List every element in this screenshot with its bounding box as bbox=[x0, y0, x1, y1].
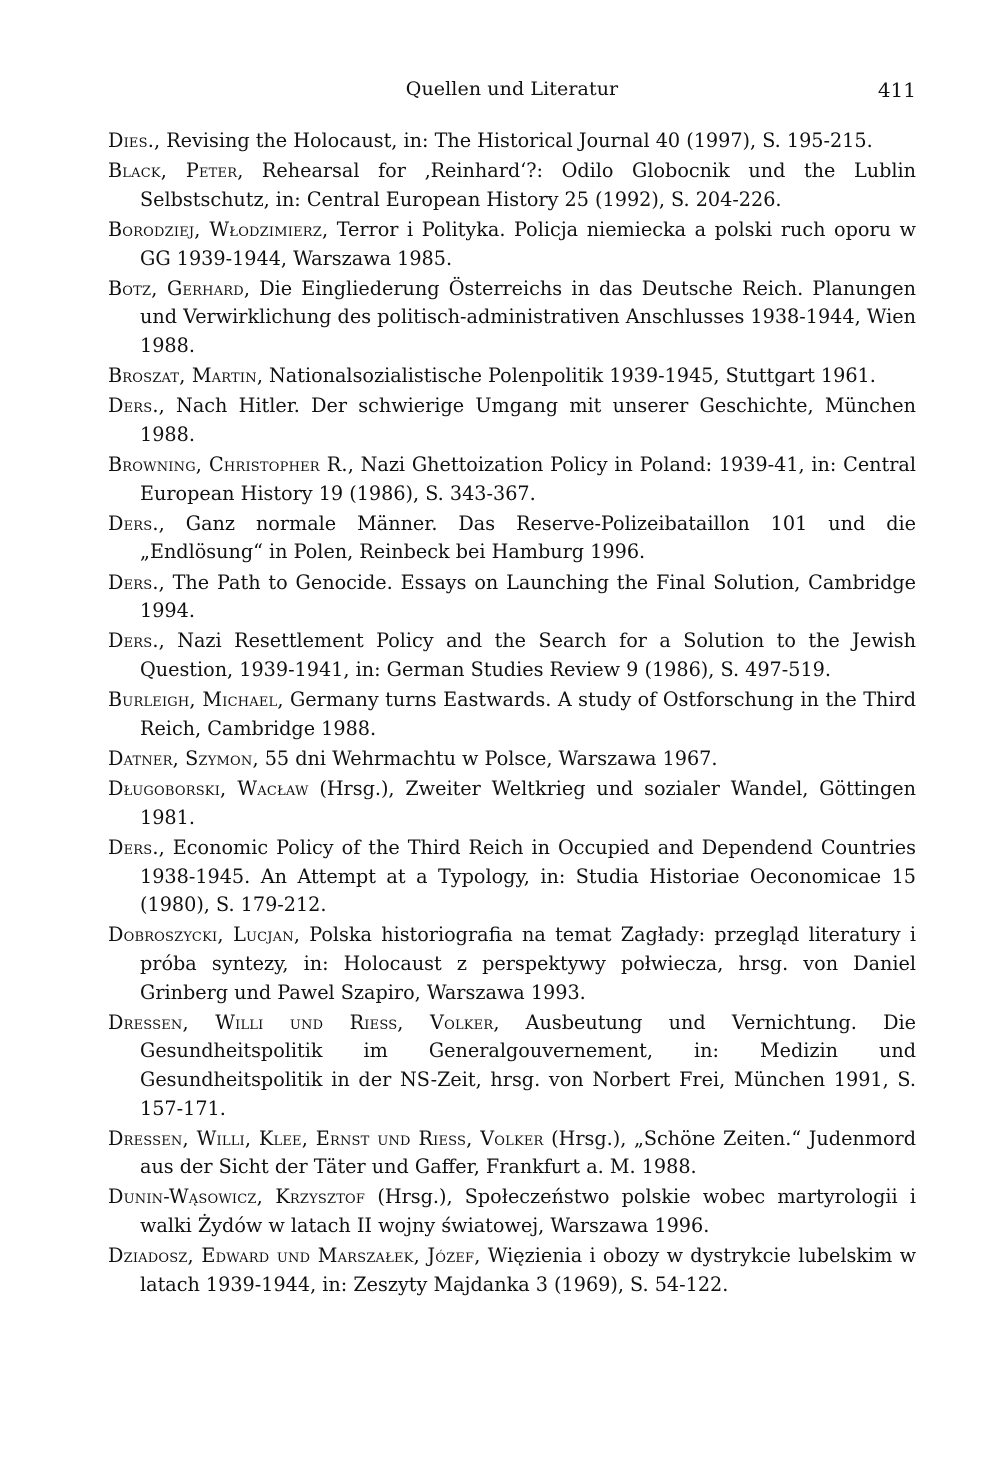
entry-text: , Terror i Polityka. Policja niemiecka a polski ruch oporu w GG 1939-1944, Warszawa 1985. bbox=[140, 217, 916, 270]
running-title: Quellen und Literatur bbox=[405, 78, 619, 100]
bibliography-entry bbox=[108, 362, 916, 391]
page-number: 411 bbox=[877, 78, 916, 102]
entry-text: , The Path to Genocide. Essays on Launching the Final Solution, Cambridge 1994. bbox=[140, 570, 916, 623]
entry-author: Ders. bbox=[108, 511, 159, 535]
entry-author: Dressen, Willi, Klee, Ernst und Riess, Volker bbox=[108, 1126, 544, 1150]
bibliography-entry bbox=[108, 127, 916, 156]
bibliography-entry bbox=[108, 569, 916, 626]
entry-text: , Nazi Ghettoization Policy in Poland: 1939-41, in: Central European History 19 (1986), S. 343-367. bbox=[140, 453, 916, 505]
entry-text: (Hrsg.), Społeczeństwo polskie wobec martyrologii i walki Żydów w latach II wojny światowej, Warszawa 1996. bbox=[140, 1185, 916, 1238]
entry-text: , Ausbeutung und Vernichtung. Die Gesundheitspolitik im Generalgouvernement, in: Medizin und Gesundheitspolitik in der NS-Zeit, hrsg. von Norbert Frei, München 1991, S. 157-171. bbox=[140, 1010, 916, 1120]
bibliography-entry bbox=[108, 921, 916, 1007]
entry-author: Browning, Christopher R. bbox=[108, 453, 348, 477]
entry-author: Botz, Gerhard bbox=[108, 276, 244, 300]
entry-text: , Nazi Resettlement Policy and the Search for a Solution to the Jewish Question, 1939-1941, in: German Studies Review 9 (1986), S. 497-519. bbox=[140, 629, 916, 682]
entry-text: , Nach Hitler. Der schwierige Umgang mit unserer Geschichte, München 1988. bbox=[140, 394, 916, 446]
entry-text: , Nationalsozialistische Polenpolitik 1939-1945, Stuttgart 1961. bbox=[256, 364, 876, 388]
entry-text: , Więzienia i obozy w dystrykcie lubelskim w latach 1939-1944, in: Zeszyty Majdanka 3 (1969), S. 54-122. bbox=[140, 1244, 917, 1296]
entry-author: Black, Peter bbox=[108, 159, 238, 183]
bibliography-entry bbox=[108, 1125, 916, 1182]
entry-text: , Polska historiografia na temat Zagłady: przegląd literatury i próba syntezy, in: Holocaust z perspektywy połwiecza, hrsg. von Daniel Grinberg und Pawel Szapiro, Warszawa 1993. bbox=[140, 923, 916, 1004]
bibliography-entry bbox=[108, 775, 916, 832]
bibliography-entry bbox=[108, 1242, 916, 1299]
entry-author: Burleigh, Michael bbox=[108, 688, 278, 712]
entry-author: Dressen, Willi und Riess, Volker bbox=[108, 1010, 494, 1034]
entry-author: Dunin-Wąsowicz, Krzysztof bbox=[108, 1185, 366, 1209]
entry-text: , Die Eingliederung Österreichs in das Deutsche Reich. Planungen und Verwirklichung des politisch-administrativen Anschlusses 1938-1944, Wien 1988. bbox=[140, 276, 916, 357]
entry-text: , 55 dni Wehrmachtu w Polsce, Warszawa 1967. bbox=[252, 747, 718, 770]
entry-author: Ders. bbox=[108, 835, 159, 859]
bibliography-entry bbox=[108, 510, 916, 567]
bibliography-entry bbox=[108, 216, 916, 273]
entry-text: , Rehearsal for ‚Reinhard‘?: Odilo Globocnik und the Lublin Selbstschutz, in: Central European History 25 (1992), S. 204-226. bbox=[140, 159, 916, 211]
bibliography-entry bbox=[108, 627, 916, 684]
bibliography-entry bbox=[108, 686, 916, 743]
page-header bbox=[108, 78, 916, 112]
entry-author: Ders. bbox=[108, 629, 159, 653]
bibliography-entry bbox=[108, 1009, 916, 1123]
entry-author: Dies. bbox=[108, 129, 155, 152]
entry-text: , Ganz normale Männer. Das Reserve-Polizeibataillon 101 und die „Endlösung“ in Polen, Reinbeck bei Hamburg 1996. bbox=[140, 511, 916, 564]
bibliography-entry bbox=[108, 1183, 916, 1240]
entry-text: , Germany turns Eastwards. A study of Ostforschung in the Third Reich, Cambridge 1988. bbox=[140, 688, 917, 740]
entry-author: Dobroszycki, Lucjan bbox=[108, 923, 294, 947]
bibliography-entry bbox=[108, 745, 916, 774]
bibliography-entry bbox=[108, 275, 916, 361]
bibliography-entry bbox=[108, 157, 916, 214]
entry-text: , Revising the Holocaust, in: The Historical Journal 40 (1997), S. 195-215. bbox=[154, 129, 873, 152]
bibliography-entry bbox=[108, 451, 916, 508]
entry-author: Długoborski, Wacław bbox=[108, 777, 309, 801]
bibliography-entry bbox=[108, 392, 916, 449]
entry-author: Dziadosz, Edward und Marszałek, Józef bbox=[108, 1244, 475, 1268]
bibliography-entry bbox=[108, 834, 916, 920]
entry-author: Borodziej, Włodzimierz bbox=[108, 217, 323, 241]
entry-author: Broszat, Martin bbox=[108, 364, 257, 388]
entry-text: (Hrsg.), „Schöne Zeiten.“ Judenmord aus der Sicht der Täter und Gaffer, Frankfurt a. M. 1988. bbox=[140, 1126, 916, 1179]
entry-author: Ders. bbox=[108, 394, 159, 418]
bibliography-list bbox=[108, 127, 916, 1301]
entry-author: Datner, Szymon bbox=[108, 747, 253, 770]
entry-text: , Economic Policy of the Third Reich in Occupied and Dependend Countries 1938-1945. An Attempt at a Typology, in: Studia Historiae Oeconomicae 15 (1980), S. 179-212. bbox=[140, 835, 916, 917]
entry-text: (Hrsg.), Zweiter Weltkrieg und sozialer Wandel, Göttingen 1981. bbox=[140, 777, 916, 829]
entry-author: Ders. bbox=[108, 570, 159, 594]
